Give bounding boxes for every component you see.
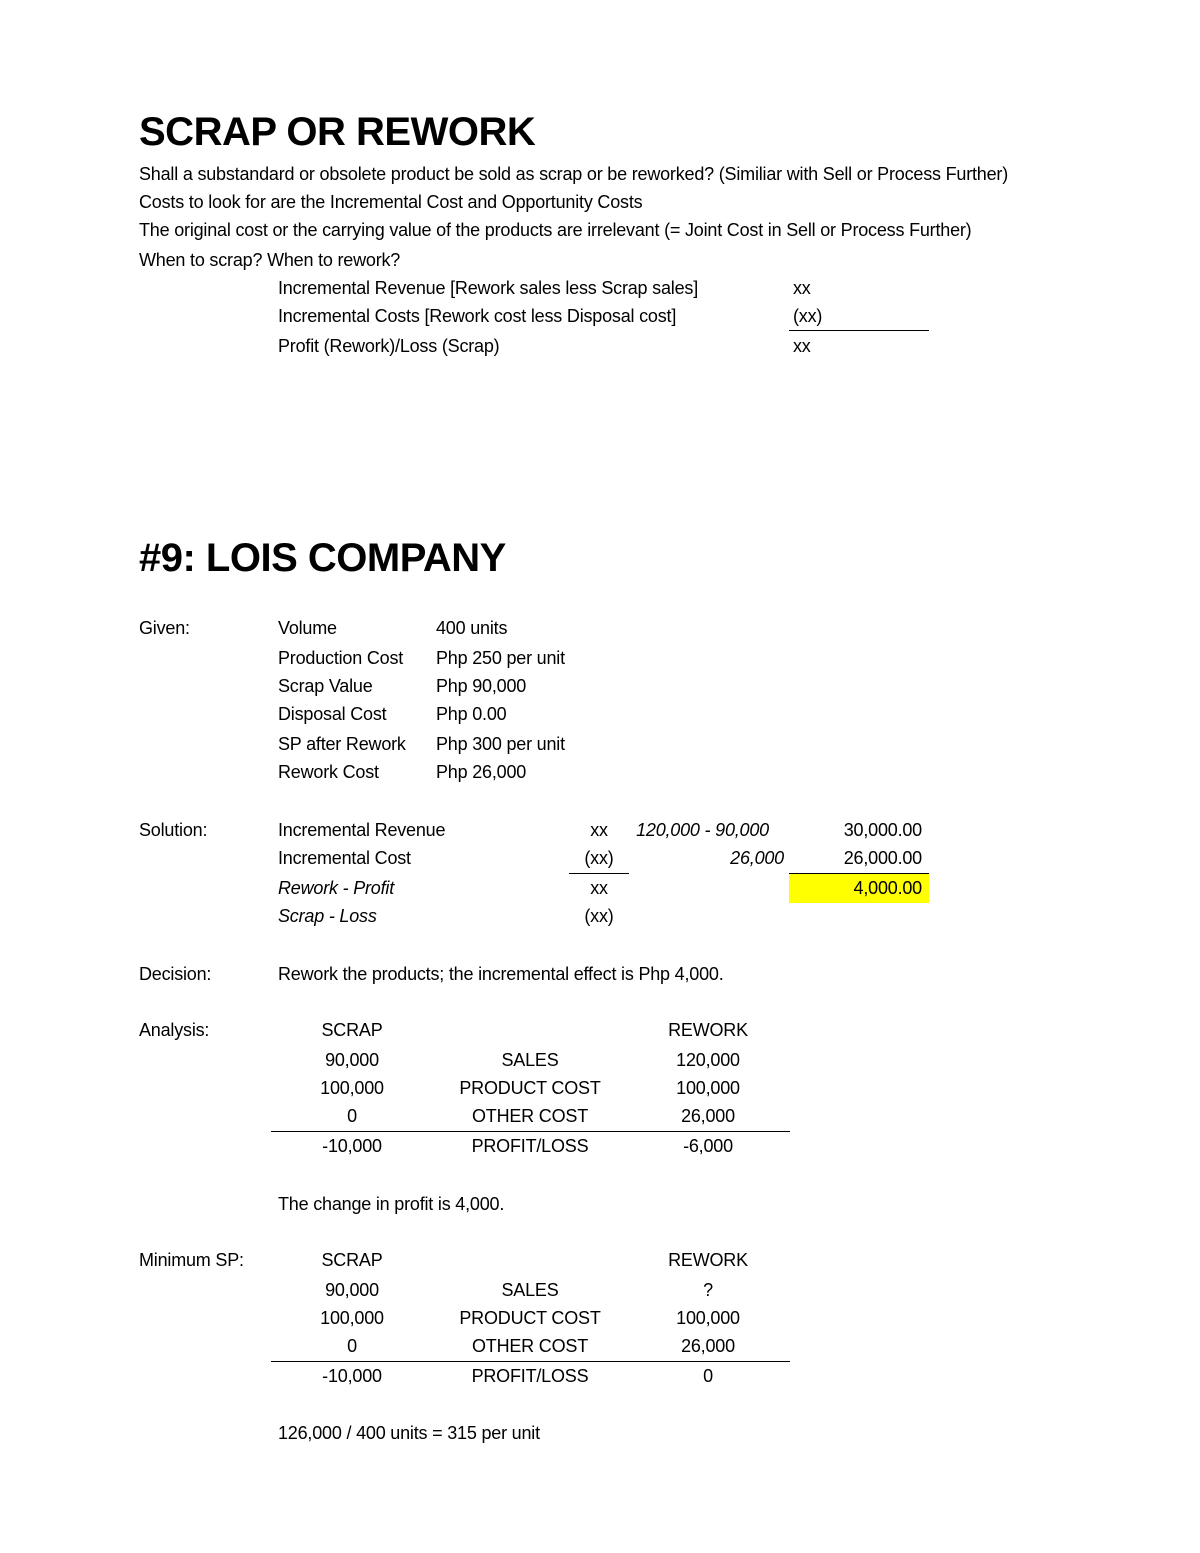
intro-line: Shall a substandard or obsolete product be sold as scrap or be reworked? (Similiar with Sell or Process Further) (139, 164, 1009, 184)
intro-line: When to scrap? When to rework? (139, 250, 401, 270)
minsp-cell: SALES (501, 1280, 559, 1300)
given-label: Given: (139, 618, 190, 638)
given-item-value: Php 0.00 (436, 704, 507, 724)
minsp-cell: -10,000 (322, 1366, 382, 1386)
solution-row-calc: 26,000 (730, 848, 784, 868)
given-item-value: Php 90,000 (436, 676, 527, 696)
given-item-label: Rework Cost (278, 762, 379, 782)
formula-label: Incremental Costs [Rework cost less Disposal cost] (278, 306, 677, 326)
solution-row-label: Rework - Profit (278, 878, 395, 898)
analysis-total-line (271, 1131, 790, 1132)
given-item-label: SP after Rework (278, 734, 406, 754)
minsp-label: Minimum SP: (139, 1250, 244, 1270)
decision-text: Rework the products; the incremental effect is Php 4,000. (278, 964, 724, 984)
analysis-cell: OTHER COST (471, 1106, 588, 1126)
analysis-cell: SALES (501, 1050, 559, 1070)
analysis-label: Analysis: (139, 1020, 210, 1040)
minsp-cell: 90,000 (325, 1280, 379, 1300)
minsp-cell: 0 (703, 1366, 713, 1386)
intro-line: Costs to look for are the Incremental Cost and Opportunity Costs (139, 192, 643, 212)
analysis-cell: 90,000 (325, 1050, 379, 1070)
analysis-cell: 100,000 (676, 1078, 740, 1098)
analysis-cell: 120,000 (676, 1050, 740, 1070)
solution-row-label: Incremental Revenue (278, 820, 446, 840)
formula-label: Incremental Revenue [Rework sales less Scrap sales] (278, 278, 698, 298)
solution-row-sign: xx (590, 878, 608, 898)
given-item-label: Disposal Cost (278, 704, 387, 724)
minsp-cell: 100,000 (676, 1308, 740, 1328)
solution-row-amount: 30,000.00 (843, 820, 922, 840)
analysis-cell: 26,000 (681, 1106, 735, 1126)
solution-row-amount: 4,000.00 (853, 878, 922, 898)
minsp-cell: ? (703, 1280, 713, 1300)
analysis-cell: 0 (347, 1106, 357, 1126)
analysis-cell: PROFIT/LOSS (471, 1136, 589, 1156)
analysis-cell: -6,000 (683, 1136, 733, 1156)
formula-label: Profit (Rework)/Loss (Scrap) (278, 336, 500, 356)
minsp-header-scrap: SCRAP (321, 1250, 383, 1270)
solution-sign-underline (569, 873, 629, 874)
given-item-label: Scrap Value (278, 676, 373, 696)
solution-row-sign: (xx) (584, 848, 614, 868)
section-title: SCRAP OR REWORK (139, 110, 536, 154)
solution-row-amount: 26,000.00 (843, 848, 922, 868)
analysis-cell: 100,000 (320, 1078, 384, 1098)
solution-row-calc: 120,000 - 90,000 (636, 820, 769, 840)
given-item-value: 400 units (436, 618, 508, 638)
minsp-note: 126,000 / 400 units = 315 per unit (278, 1423, 540, 1443)
analysis-header-scrap: SCRAP (321, 1020, 383, 1040)
minsp-cell: 26,000 (681, 1336, 735, 1356)
minsp-cell: OTHER COST (471, 1336, 588, 1356)
minsp-cell: PROFIT/LOSS (471, 1366, 589, 1386)
analysis-header-rework: REWORK (668, 1020, 748, 1040)
analysis-cell: PRODUCT COST (459, 1078, 601, 1098)
analysis-cell: -10,000 (322, 1136, 382, 1156)
solution-row-sign: (xx) (584, 906, 614, 926)
given-item-label: Production Cost (278, 648, 404, 668)
solution-row-label: Incremental Cost (278, 848, 411, 868)
minsp-cell: 0 (347, 1336, 357, 1356)
decision-label: Decision: (139, 964, 212, 984)
intro-line: The original cost or the carrying value of the products are irrelevant (= Joint Cost in Sell or Process Further) (139, 220, 972, 240)
formula-value: xx (793, 278, 811, 298)
formula-value: (xx) (793, 306, 823, 326)
formula-value: xx (793, 336, 811, 356)
solution-label: Solution: (139, 820, 208, 840)
solution-row-label: Scrap - Loss (278, 906, 377, 926)
formula-underline (789, 330, 929, 331)
analysis-note: The change in profit is 4,000. (278, 1194, 505, 1214)
minsp-header-rework: REWORK (668, 1250, 748, 1270)
section-title: #9: LOIS COMPANY (139, 536, 506, 580)
given-item-value: Php 300 per unit (436, 734, 565, 754)
given-item-value: Php 250 per unit (436, 648, 565, 668)
given-item-label: Volume (278, 618, 337, 638)
minsp-cell: 100,000 (320, 1308, 384, 1328)
solution-row-sign: xx (590, 820, 608, 840)
minsp-total-line (271, 1361, 790, 1362)
given-item-value: Php 26,000 (436, 762, 527, 782)
minsp-cell: PRODUCT COST (459, 1308, 601, 1328)
